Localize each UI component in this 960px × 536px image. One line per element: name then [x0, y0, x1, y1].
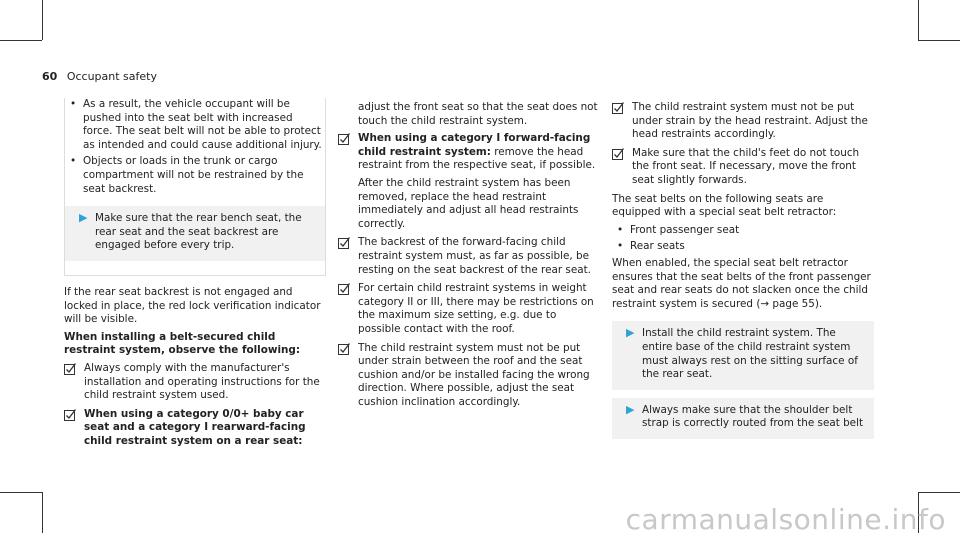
- checklist-item: [64, 362, 326, 403]
- list-item: • Rear seats: [612, 240, 874, 254]
- checkbox-icon: [338, 237, 350, 249]
- section-title: Occupant safety: [66, 70, 157, 83]
- checkbox-icon: [64, 409, 76, 421]
- paragraph: After the child restraint system has been removed, replace the head restraint immediately and adjust all head restraints correctly.: [358, 176, 579, 230]
- checklist-bold-text: When using a category 0/0+ baby car seat and a category I rearward-facing child restraint system on a rear seat:: [84, 407, 306, 447]
- checklist-text: remove the head restraint from the respective seat, if possible.: [358, 145, 596, 172]
- note-text: Make sure that the rear bench seat, the rear seat and the seat backrest are engaged before every trip.: [95, 212, 302, 252]
- checkbox-icon: [338, 133, 350, 145]
- list-item: • Front passenger seat: [612, 224, 874, 238]
- note-text: Always make sure that the shoulder belt strap is correctly routed from the seat belt: [642, 403, 864, 430]
- checklist-text: Always comply with the manufacturer's installation and operating instructions for the child restraint system used.: [84, 361, 320, 402]
- arrow-icon: ▶: [626, 326, 635, 340]
- crop-mark: [42, 492, 43, 533]
- checklist-item: [338, 236, 600, 277]
- checkbox-icon: [338, 343, 350, 355]
- column-2: [338, 101, 600, 414]
- checklist-item: [612, 147, 874, 188]
- page-number: 60: [42, 70, 58, 83]
- checklist-item: [338, 282, 600, 336]
- page-header: [42, 70, 157, 84]
- checklist-item: [338, 342, 600, 410]
- arrow-icon: ▶: [79, 211, 88, 225]
- instruction-note: [65, 206, 325, 261]
- watermark: carmanualsonline.info: [625, 503, 946, 536]
- checklist-item: [338, 132, 600, 231]
- checklist-text: The child restraint system must not be put under strain between the roof and the seat cushion and/or be installed facing the wrong direction. Where possible, adjust the seat cushion inclination accordingly.: [358, 341, 590, 408]
- checklist-text: For certain child restraint systems in weight category II or III, there may be restrictions on the maximum size setting, e.g. due to possible contact with the roof.: [358, 282, 594, 335]
- checkbox-icon: [612, 148, 624, 160]
- column-1: [64, 98, 326, 453]
- note-text: Install the child restraint system. The entire base of the child restraint system must always rest on the sitting surface of the rear seat.: [642, 327, 858, 381]
- instruction-note: [612, 398, 874, 439]
- crop-mark: [918, 492, 960, 493]
- list-item: • Objects or loads in the trunk or cargo compartment will not be restrained by the seat backrest.: [65, 155, 325, 196]
- crop-mark: [918, 40, 960, 41]
- checkbox-icon: [64, 363, 76, 375]
- checkbox-icon: [338, 283, 350, 295]
- paragraph: The seat belts on the following seats are equipped with a special seat belt retractor:: [612, 192, 837, 219]
- paragraph: If the rear seat backrest is not engaged and locked in place, the red lock verification indicator will be visible.: [64, 285, 321, 326]
- crop-mark: [0, 40, 42, 41]
- arrow-icon: ▶: [626, 402, 635, 416]
- warning-continuation: [64, 98, 326, 276]
- instruction-note: [612, 321, 874, 389]
- checklist-item: [64, 408, 326, 449]
- checklist-text: The child restraint system must not be put under strain by the head restraint. Adjust the head restraints accordingly.: [632, 101, 868, 141]
- continued-text: adjust the front seat so that the seat does not touch the child restraint system.: [358, 101, 598, 127]
- checkbox-icon: [612, 102, 624, 114]
- crop-mark: [42, 0, 43, 40]
- section-heading: When installing a belt-secured child restraint system, observe the following:: [64, 330, 301, 357]
- crop-mark: [918, 0, 919, 40]
- checklist-bold-text: When using a category I forward-facing child restraint system:: [358, 132, 591, 158]
- crop-mark: [0, 492, 42, 493]
- column-3: [612, 101, 874, 447]
- checklist-text: Make sure that the child's feet do not touch the front seat. If necessary, move the front seat slightly forwards.: [632, 146, 860, 186]
- paragraph: When enabled, the special seat belt retractor ensures that the seat belts of the front passenger seat and rear seats do not slacken once the child restraint system is secured (→ page 55).: [612, 256, 871, 310]
- checklist-text: The backrest of the forward-facing child restraint system must, as far as possible, be resting on the seat backrest of the rear seat.: [358, 236, 591, 276]
- checklist-item: [612, 101, 874, 142]
- list-item: • As a result, the vehicle occupant will be pushed into the seat belt with increased force. The seat belt will not be able to protect as intended and could cause additional injury.: [65, 98, 325, 152]
